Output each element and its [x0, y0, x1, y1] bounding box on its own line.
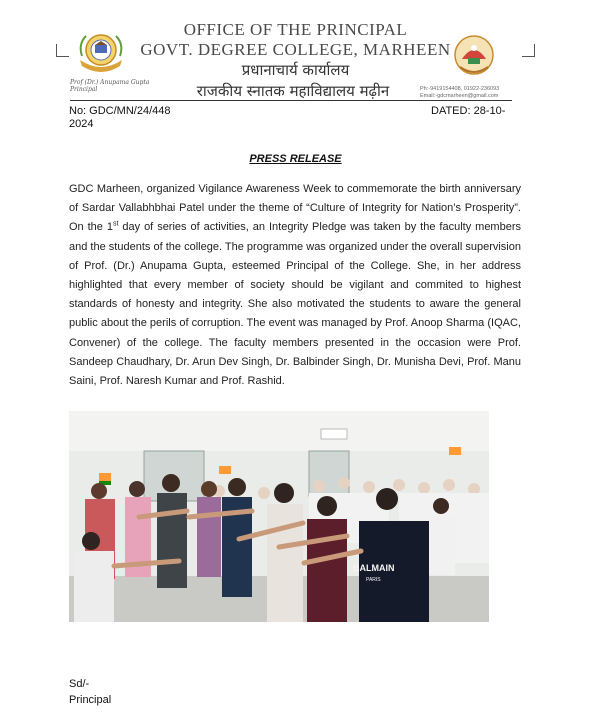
college-name: GOVT. DEGREE COLLEGE, MARHEEN	[140, 40, 451, 59]
logo-caption	[70, 79, 160, 93]
body-text-part-1: GDC Marheen, organized Vigilance Awareness Week to commemorate the birth anniversary of Sardar Vallabhbhai Patel under the theme of “Culture of Integrity for Nation’s Prosperity”. On the 1	[69, 183, 521, 234]
office-title: OFFICE OF THE PRINCIPAL	[183, 20, 408, 39]
event-photo	[69, 411, 489, 622]
contact-info	[420, 86, 499, 100]
reference-date: DATED: 28-10-	[431, 105, 506, 117]
office-title-hindi: प्रधानाचार्य कार्यालय	[241, 61, 350, 79]
shirt-brand-text: BALMAIN	[353, 563, 395, 573]
contact-phone: Ph:-9419154408, 01922-236093	[420, 86, 500, 92]
reference-year: 2024	[69, 118, 94, 130]
letterhead-divider	[70, 100, 512, 101]
signature-designation: Principal	[69, 694, 112, 706]
reference-number: No: GDC/MN/24/448	[69, 105, 171, 117]
body-superscript: st	[112, 220, 119, 228]
state-emblem	[452, 33, 496, 79]
contact-email: Email:-gdcmarheen@gmail.com	[420, 93, 499, 99]
principal-title-caption: Principal	[70, 86, 98, 93]
college-name-hindi: राजकीय स्नातक महाविद्यालय मढ़ीन	[196, 82, 390, 100]
shirt-brand-subtext: PARIS	[366, 577, 381, 583]
principal-name-caption: Prof (Dr.) Anupama Gupta	[70, 79, 150, 86]
press-release-body	[69, 180, 521, 391]
press-release-heading: PRESS RELEASE	[249, 153, 342, 165]
body-text-part-2: day of series of activities, an Integrity Pledge was taken by the faculty members and the students of the college. The programme was organized under the overall supervision of Prof. (Dr.) Anupama Gupta, esteemed Principal of the College. She, in her address highlighted that every member of society should be vigilant and commited to highest standards of honesty and integrity. She also motivated the students to aware the general public about the perils of corruption. The event was managed by Prof. Anoop Sharma (IQAC, Convener) of the college. The faculty members presented in the occasion were Prof. Sandeep Chaudhary, Dr. Arun Dev Singh, Dr. Balbinder Singh, Dr. Munisha Devi, Prof. Manu Saini, Prof. Naresh Kumar and Prof. Rashid.	[69, 221, 521, 388]
signature-mark: Sd/-	[69, 678, 90, 690]
